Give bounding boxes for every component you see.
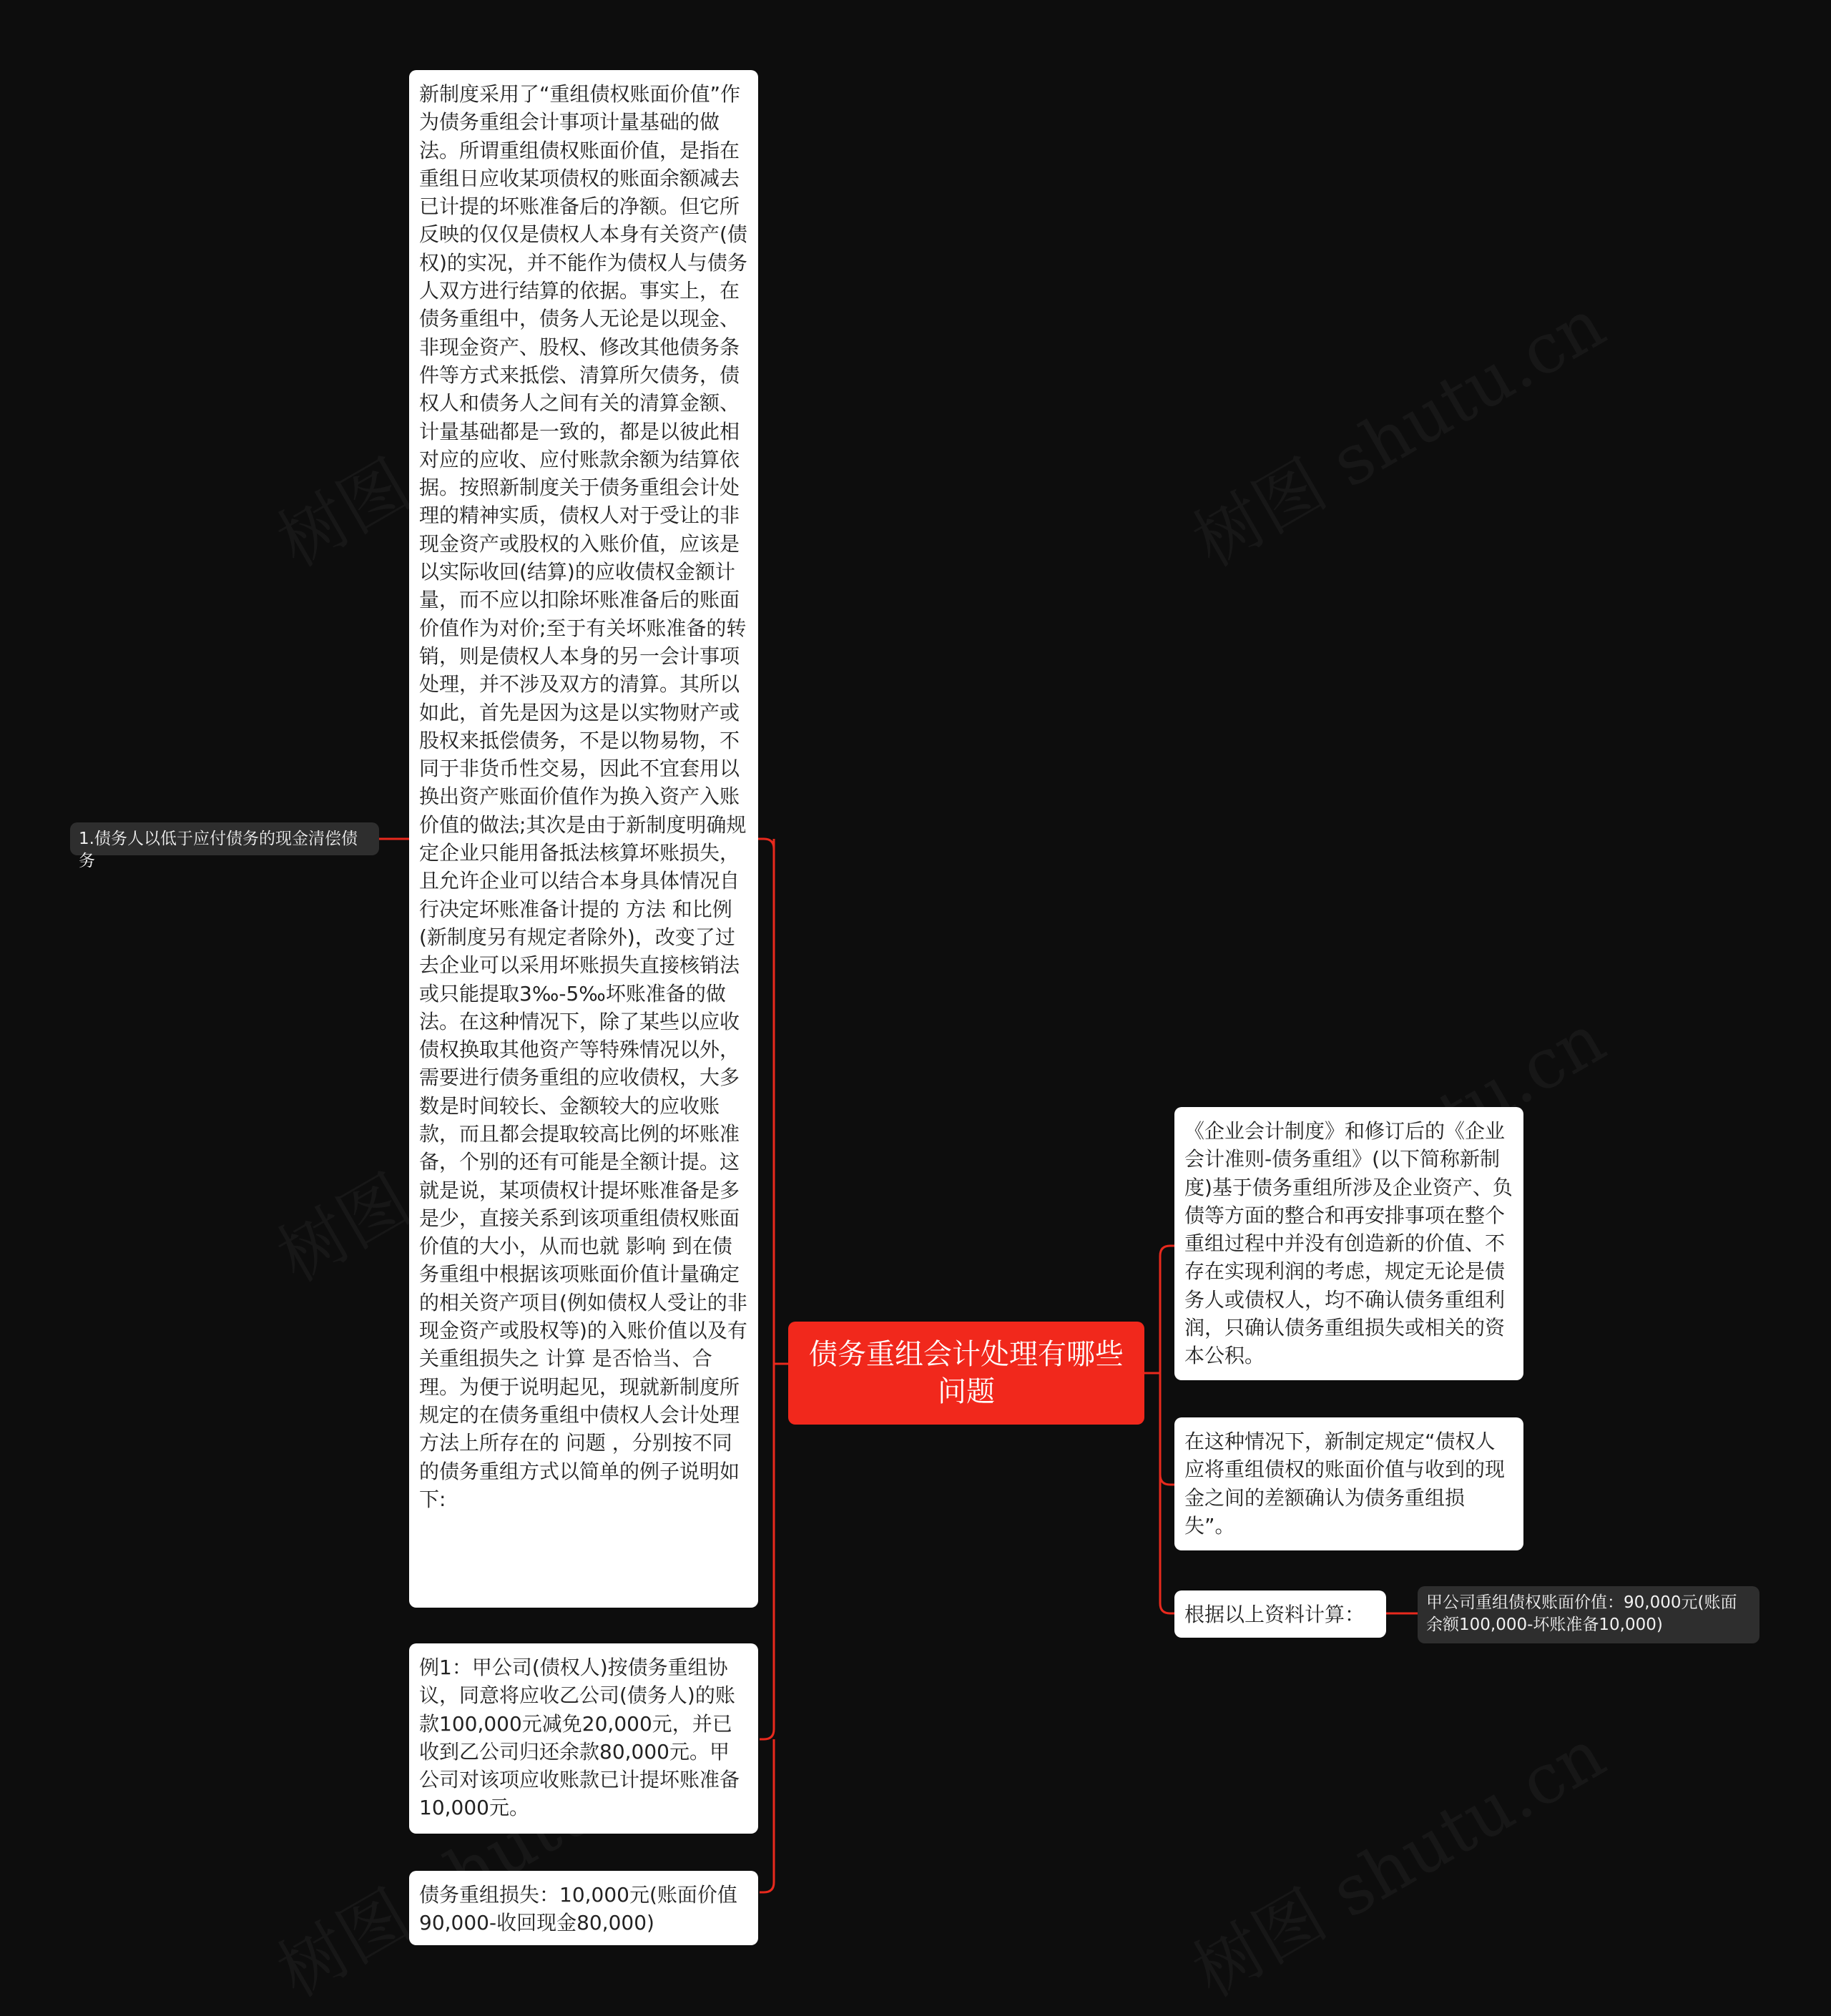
right-child-text: 根据以上资料计算： <box>1184 1603 1365 1626</box>
left-child-text: 债务重组损失：10,000元(账面价值90,000-收回现金80,000) <box>419 1883 737 1935</box>
right-child-text: 在这种情况下，新制定规定“债权人应将重组债权的账面价值与收到的现金之间的差额确认为债务重组损失”。 <box>1184 1430 1506 1538</box>
left-child-text: 例1：甲公司(债权人)按债务重组协议，同意将应收乙公司(债务人)的账款100,000元减免20,000元，并已收到乙公司归还余款80,000元。甲公司对该项应收账款已计提坏账准备10,000元。 <box>419 1656 740 1820</box>
connector-right-1 <box>1160 1246 1174 1373</box>
left-child-long-text[interactable] <box>409 70 758 1608</box>
right-child-principle[interactable] <box>1174 1107 1523 1380</box>
connector-right-3 <box>1160 1475 1174 1613</box>
root-topic[interactable] <box>788 1322 1144 1425</box>
right-leaf-result[interactable] <box>1418 1586 1759 1643</box>
left-branch-label: 1.债务人以低于应付债务的现金清偿债务 <box>79 830 358 870</box>
left-child-text: 新制度采用了“重组债权账面价值”作为债务重组会计事项计量基础的做法。所谓重组债权账面价值，是指在重组日应收某项债权的账面余额减去已计提的坏账准备后的净额。但它所反映的仅仅是债权人本身有关资产(债权)的实况，并不能作为债权人与债务人双方进行结算的依据。事实上，在债务重组中，债务人无论是以现金、非现金资产、股权、修改其他债务条件等方式来抵偿、清算所欠债务，债权人和债务人之间有关的清算金额、计量基础都是一致的，都是以彼此相对应的应收、应付账款余额为结算依据。按照新制度关于债务重组会计处理的精神实质，债权人对于受让的非现金资产或股权的入账价值，应该是以实际收回(结算)的应收债权金额计量，而不应以扣除坏账准备后的账面价值作为对价;至于有关坏账准备的转销，则是债权人本身的另一会计事项处理，并不涉及双方的清算。其所以如此，首先是因为这是以实物财产或股权来抵偿债务，不是以物易物，不同于非货币性交易，因此不宜套用以换出资产账面价值作为换入资产入账价值的做法;其次是由于新制度明确规定企业只能用备抵法核算坏账损失，且允许企业可以结合本身具体情况自行决定坏账准备计提的 方法 和比例(新制度另有规定者除外)，改变了过去企业可以采用坏账损失直接核销法或只能提取3‰-5‰坏账准备的做法。在这种情况下，除了某些以应收债权换取其他资产等特殊情况以外，需要进行债务重组的应收债权，大多数是时间较长、金额较大的应收账款，而且都会提取较高比例的坏账准备，个别的还有可能是全额计提。这就是说，某项债权计提坏账准备是多是少，直接关系到该项重组债权账面价值的大小，从而也就 影响 到在债务重组中根据该项账面价值计量确定的相关资产项目(例如债权人受让的非现金资产或股权等)的入账价值以及有关重组损失之 计算 是否恰当、合理。为便于说明起见，现就新制度所规定的在债务重组中债权人会计处理方法上所存在的 问题 ，分别按不同的债务重组方式以简单的例子说明如下: <box>419 82 747 1511</box>
connector-right-2 <box>1160 1373 1174 1485</box>
right-leaf-text: 甲公司重组债权账面价值：90,000元(账面余额100,000-坏账准备10,000) <box>1426 1593 1737 1634</box>
right-child-rule[interactable] <box>1174 1417 1523 1550</box>
right-child-calc[interactable] <box>1174 1590 1386 1638</box>
right-child-text: 《企业会计制度》和修订后的《企业会计准则-债务重组》(以下简称新制度)基于债务重组所涉及企业资产、负债等方面的整合和再安排事项在整个重组过程中并没有创造新的价值、不存在实现利润的考虑，规定无论是债务人或债权人，均不确认债务重组利润，只确认债务重组损失或相关的资本公积。 <box>1184 1119 1513 1368</box>
connector-left-child-3 <box>760 1739 774 1892</box>
left-child-loss[interactable] <box>409 1871 758 1945</box>
left-child-example[interactable] <box>409 1643 758 1834</box>
connector-left-child-2 <box>760 839 774 1739</box>
left-branch-topic[interactable] <box>70 822 379 870</box>
root-topic-label: 债务重组会计处理有哪些问题 <box>809 1338 1124 1408</box>
